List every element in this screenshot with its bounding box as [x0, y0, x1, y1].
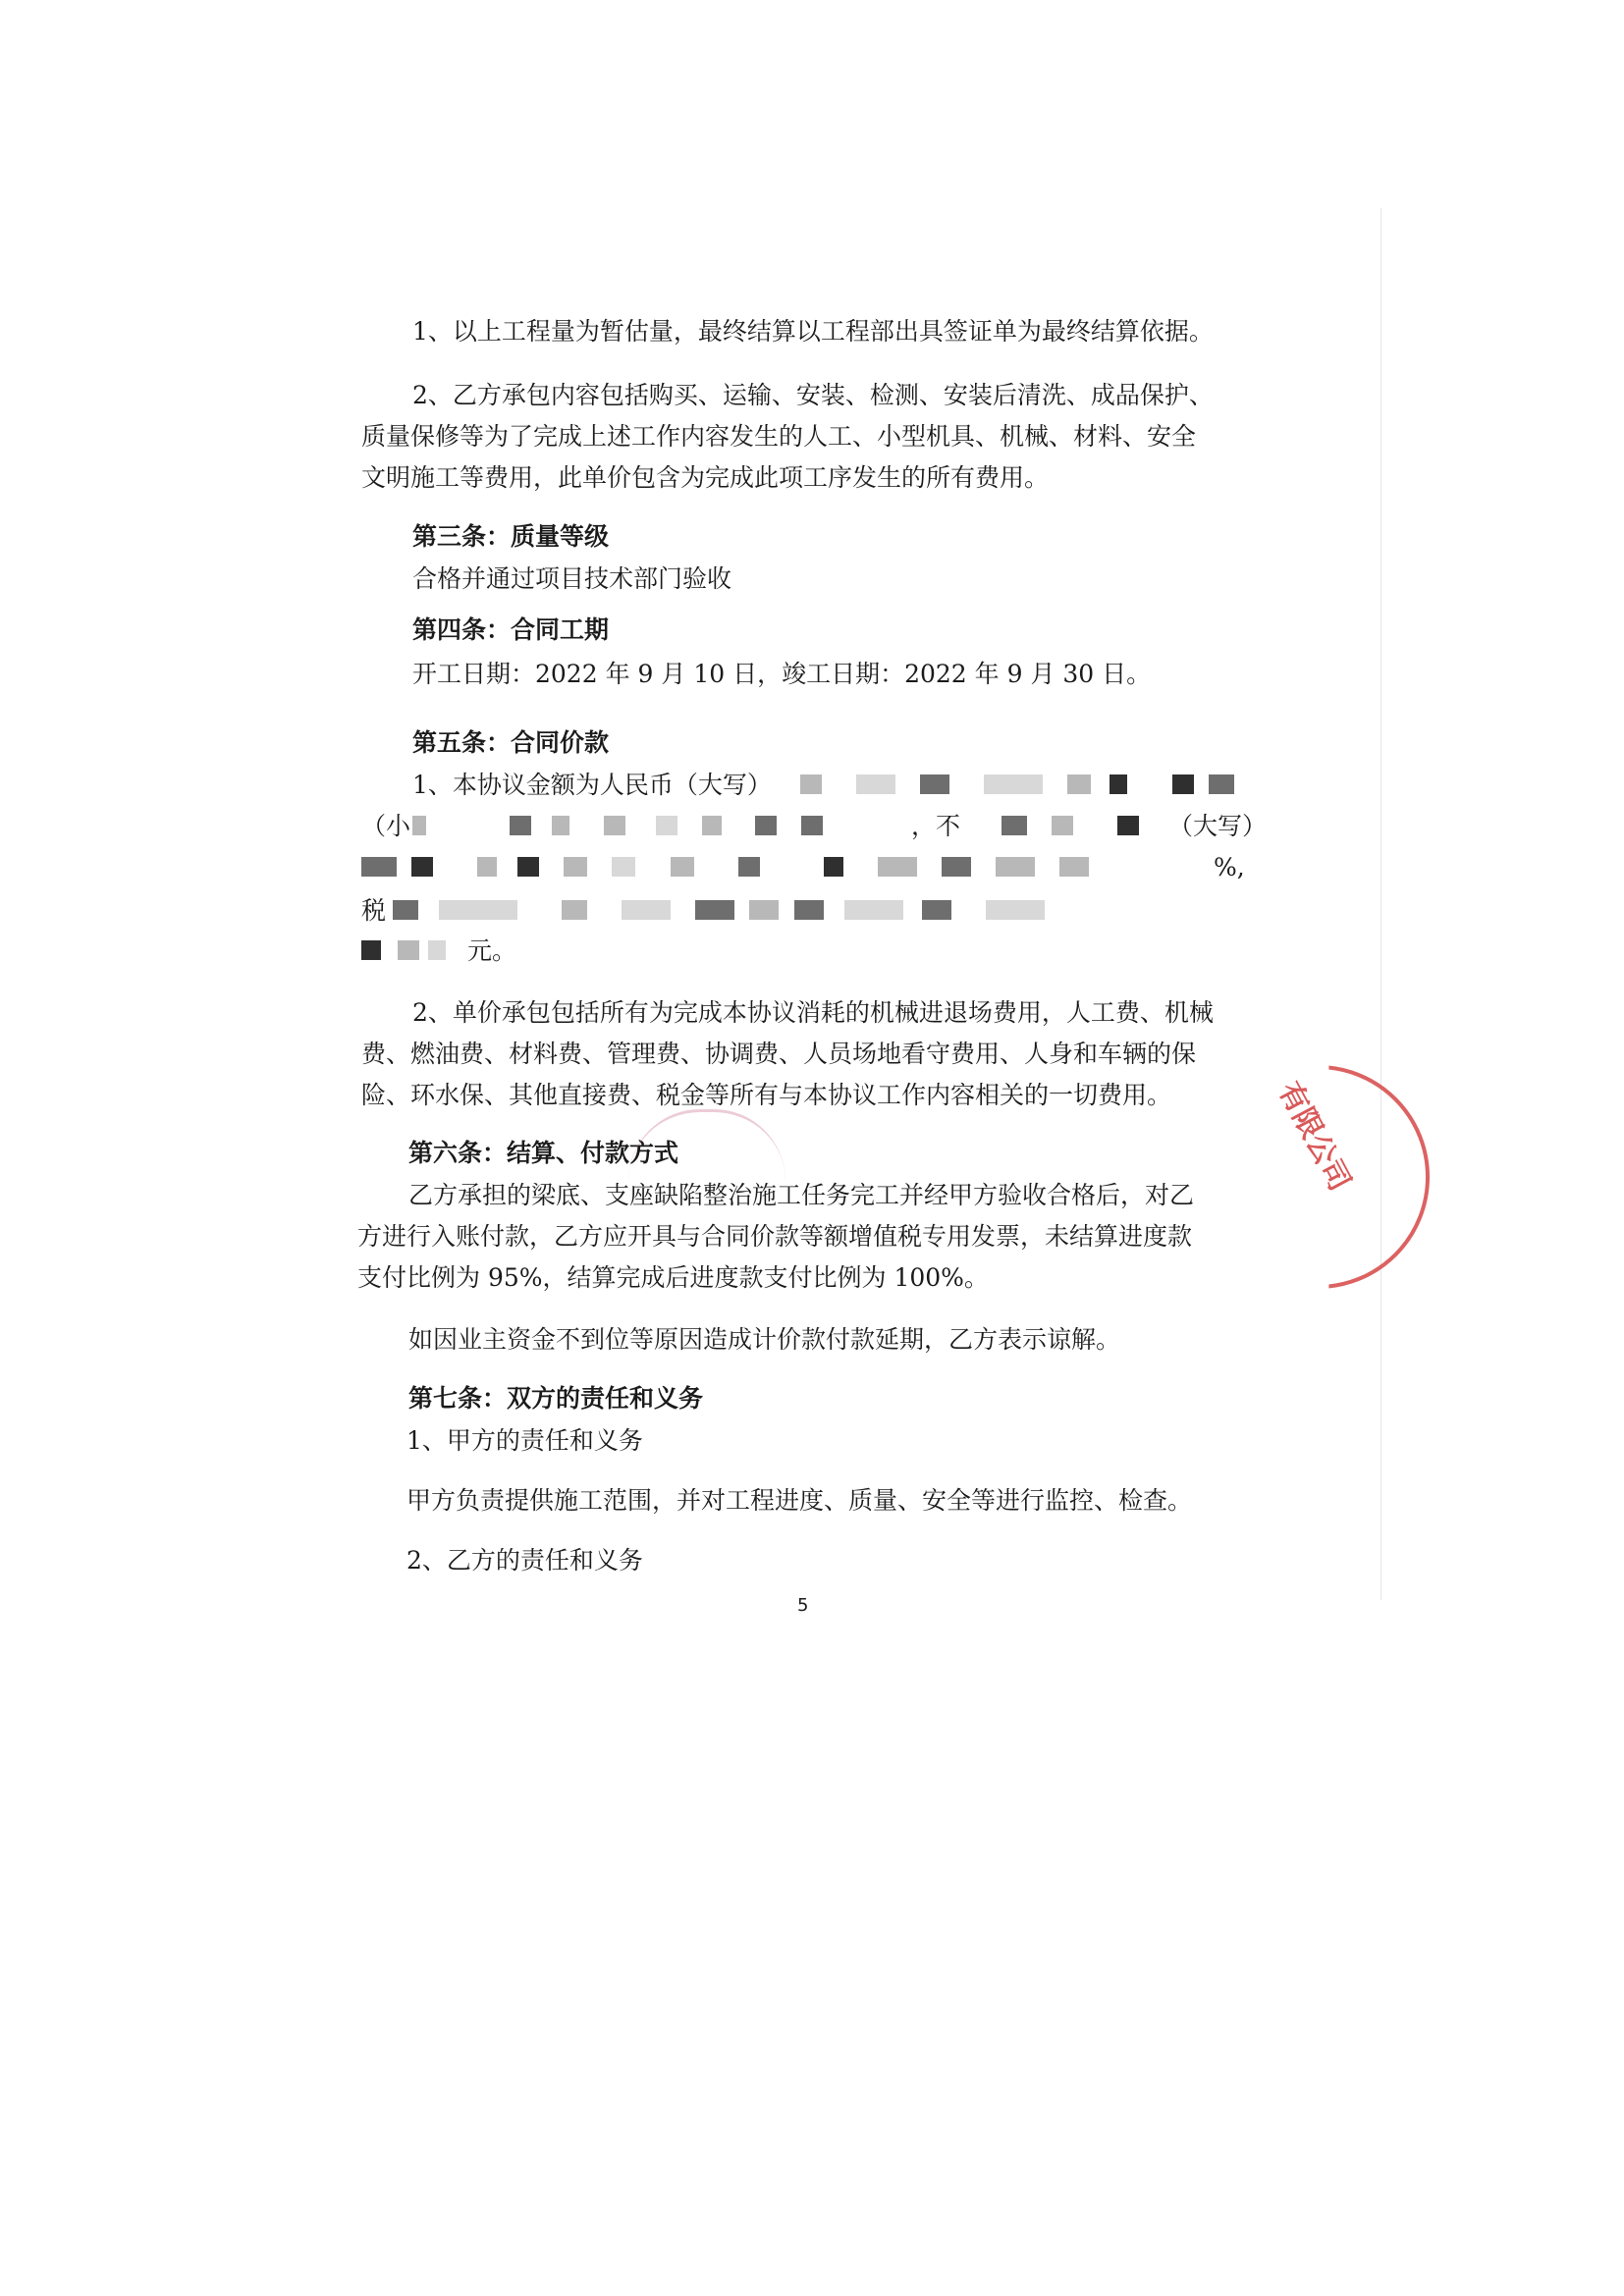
clause3-heading: 第三条：质量等级	[412, 522, 610, 551]
clause5-heading: 第五条：合同价款	[412, 728, 610, 757]
clause5-item2-line1: 2、单价承包包括所有为完成本协议消耗的机械进退场费用，人工费、机械	[412, 998, 1214, 1027]
redacted-amount-lower	[412, 815, 903, 840]
clause2-item2-line3: 文明施工等费用，此单价包含为完成此项工序发生的所有费用。	[361, 463, 1050, 492]
redacted-line-5	[361, 939, 460, 965]
company-seal-text: 有限公司	[1271, 1076, 1358, 1197]
clause2-item1: 1、以上工程量为暂估量，最终结算以工程部出具签证单为最终结算依据。	[412, 317, 1214, 346]
redacted-line-4	[393, 899, 1178, 925]
clause5-item2-line3: 险、环水保、其他直接费、税金等所有与本协议工作内容相关的一切费用。	[361, 1081, 1172, 1109]
clause5-item1-frag-f: 元。	[467, 936, 517, 965]
clause5-item1-frag-c: （大写）	[1168, 812, 1268, 840]
clause5-item1-frag-e: 税	[361, 896, 387, 925]
page-number: 5	[797, 1595, 809, 1616]
clause5-item1-frag-b: ，不	[911, 812, 961, 840]
redacted-amount-upper	[800, 774, 1242, 799]
clause5-item1-start: 1、本协议金额为人民币（大写）	[412, 771, 772, 799]
clause7-sub1-text: 甲方负责提供施工范围，并对工程进度、质量、安全等进行监控、检查。	[406, 1486, 1193, 1515]
clause5-item2-line2: 费、燃油费、材料费、管理费、协调费、人员场地看守费用、人身和车辆的保	[361, 1040, 1197, 1068]
clause7-heading: 第七条：双方的责任和义务	[408, 1384, 704, 1413]
clause4-heading: 第四条：合同工期	[412, 615, 610, 644]
clause4-text: 开工日期：2022 年 9 月 10 日，竣工日期：2022 年 9 月 30 日。	[412, 660, 1152, 688]
clause2-item2-line2: 质量保修等为了完成上述工作内容发生的人工、小型机具、机械、材料、安全	[361, 422, 1197, 451]
clause6-p1-line1: 乙方承担的梁底、支座缺陷整治施工任务完工并经甲方验收合格后，对乙	[408, 1181, 1195, 1209]
clause2-item2-line1: 2、乙方承包内容包括购买、运输、安装、检测、安装后清洗、成品保护、	[412, 381, 1214, 409]
clause6-heading: 第六条：结算、付款方式	[408, 1139, 679, 1167]
clause7-sub1: 1、甲方的责任和义务	[406, 1426, 643, 1455]
clause7-sub2: 2、乙方的责任和义务	[406, 1546, 643, 1575]
clause5-item1-frag-a: （小	[361, 812, 411, 840]
clause6-p2: 如因业主资金不到位等原因造成计价款付款延期，乙方表示谅解。	[408, 1325, 1121, 1354]
clause6-p1-line2: 方进行入账付款，乙方应开具与合同价款等额增值税专用发票，未结算进度款	[357, 1222, 1193, 1251]
clause5-item1-frag-d: %,	[1214, 853, 1245, 881]
redacted-tax	[972, 815, 1159, 840]
clause3-text: 合格并通过项目技术部门验收	[412, 564, 732, 593]
clause6-p1-line3: 支付比例为 95%，结算完成后进度款支付比例为 100%。	[357, 1263, 989, 1292]
redacted-line-3	[361, 856, 1206, 881]
